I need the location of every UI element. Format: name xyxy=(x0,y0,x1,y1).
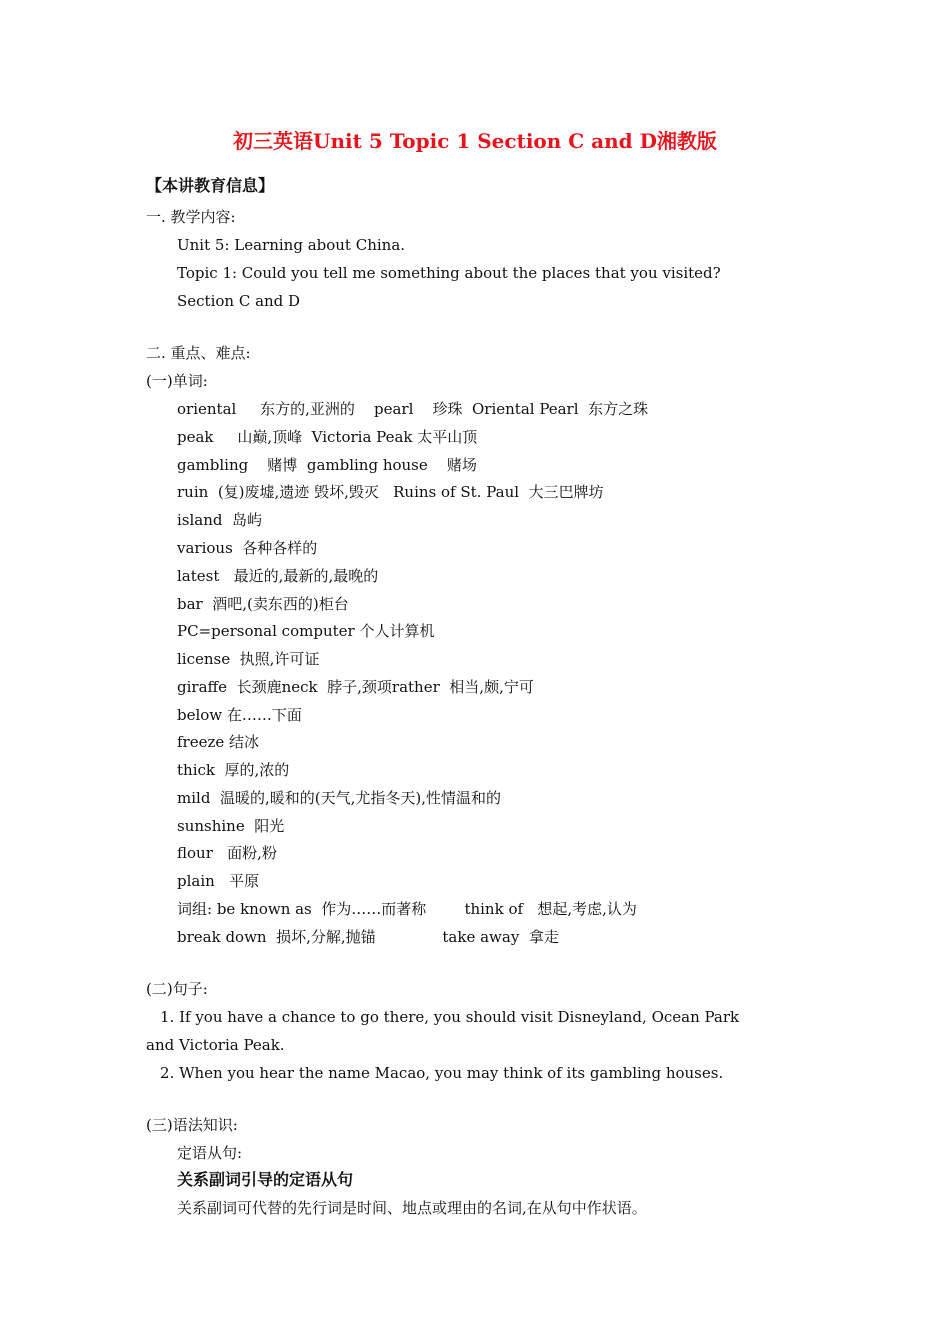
vocab-item: flour 面粉,粉 xyxy=(177,844,277,862)
vocab-heading: (一)单词: xyxy=(146,372,208,390)
topic-line: Topic 1: Could you tell me something about the places that you visited? xyxy=(177,264,721,282)
vocab-item: latest 最近的,最新的,最晚的 xyxy=(177,567,379,585)
info-heading: 【本讲教育信息】 xyxy=(146,176,275,195)
vocab-item: PC=personal computer 个人计算机 xyxy=(177,622,435,640)
phrases-line: break down 损坏,分解,抛锚 take away 拿走 xyxy=(177,928,559,946)
vocab-item: bar 酒吧,(卖东西的)柜台 xyxy=(177,595,349,613)
vocab-item: license 执照,许可证 xyxy=(177,650,320,668)
vocab-item: gambling 赌博 gambling house 赌场 xyxy=(177,456,477,474)
grammar-heading: (三)语法知识: xyxy=(146,1116,238,1134)
vocab-item: giraffe 长颈鹿neck 脖子,颈项rather 相当,颇,宁可 xyxy=(177,678,534,696)
grammar-text: 关系副词可代替的先行词是时间、地点或理由的名词,在从句中作状语。 xyxy=(177,1199,647,1217)
vocab-item: mild 温暖的,暖和的(天气,尤指冬天),性情温和的 xyxy=(177,789,501,807)
sentences-heading: (二)句子: xyxy=(146,980,208,998)
section2-heading: 二. 重点、难点: xyxy=(146,344,251,362)
section1-heading: 一. 教学内容: xyxy=(146,208,236,226)
vocab-item: below 在……下面 xyxy=(177,706,302,724)
phrases-line: 词组: be known as 作为……而著称 think of 想起,考虑,认为 xyxy=(177,900,637,918)
sentence-1: 1. If you have a chance to go there, you should visit Disneyland, Ocean Park xyxy=(160,1008,740,1026)
vocab-item: various 各种各样的 xyxy=(177,539,318,557)
grammar-topic: 定语从句: xyxy=(177,1144,243,1162)
vocab-item: plain 平原 xyxy=(177,872,260,890)
vocab-item: freeze 结冰 xyxy=(177,733,260,751)
grammar-subheading: 关系副词引导的定语从句 xyxy=(177,1170,354,1189)
section-line: Section C and D xyxy=(177,292,301,310)
sentence-2: 2. When you hear the name Macao, you may think of its gambling houses. xyxy=(160,1064,724,1082)
unit-line: Unit 5: Learning about China. xyxy=(177,236,406,254)
vocab-item: island 岛屿 xyxy=(177,511,263,529)
vocab-item: thick 厚的,浓的 xyxy=(177,761,290,779)
vocab-item: ruin (复)废墟,遗迹 毁坏,毁灭 Ruins of St. Paul 大三巴牌坊 xyxy=(177,483,604,501)
sentence-1-continued: and Victoria Peak. xyxy=(146,1036,285,1054)
document-title: 初三英语Unit 5 Topic 1 Section C and D湘教版 xyxy=(233,129,717,153)
vocab-item: peak 山巅,顶峰 Victoria Peak 太平山顶 xyxy=(177,428,478,446)
vocab-item: sunshine 阳光 xyxy=(177,817,285,835)
vocab-item: oriental 东方的,亚洲的 pearl 珍珠 Oriental Pearl 东方之珠 xyxy=(177,400,649,418)
